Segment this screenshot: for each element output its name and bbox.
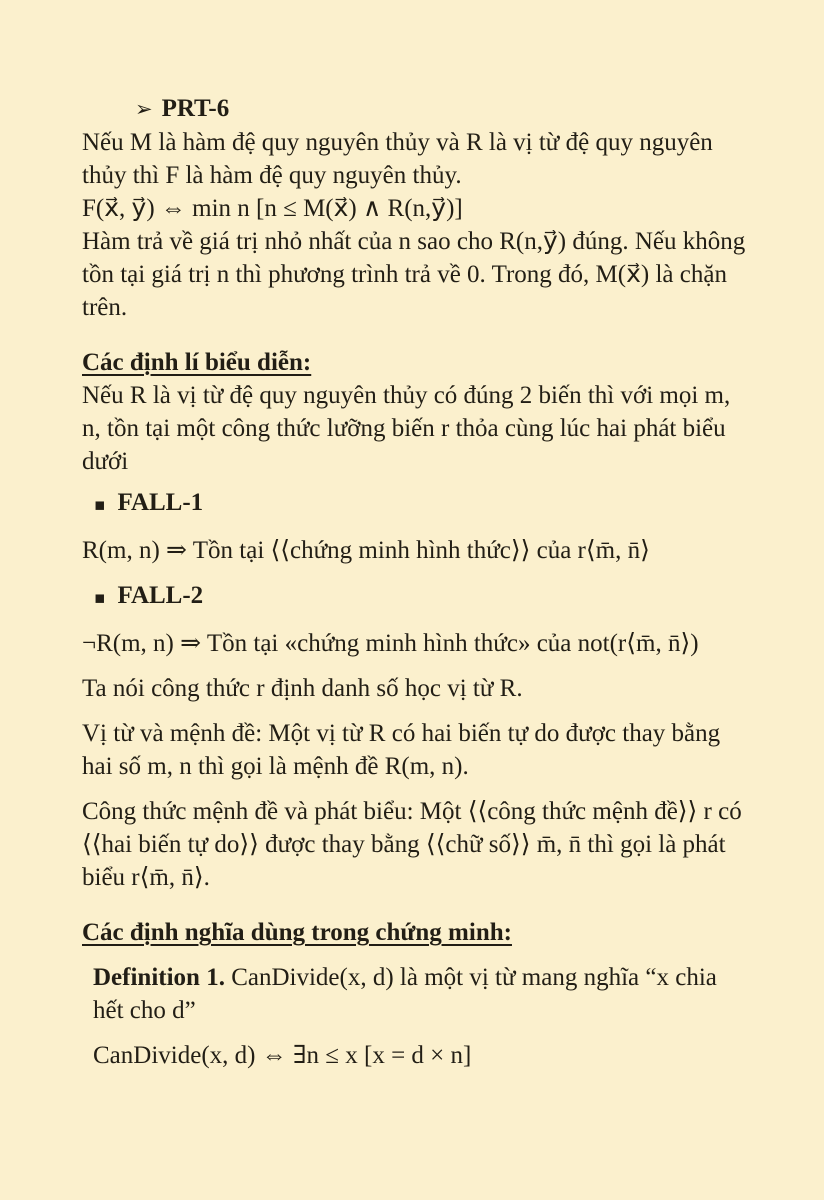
- document-content: [82, 92, 752, 1072]
- body-paragraph: Nếu R là vị từ đệ quy nguyên thủy có đúng 2 biến thì với mọi m, n, tồn tại một công thức lưỡng biến r thỏa cùng lúc hai phát biểu dưới: [82, 382, 731, 475]
- body-paragraph: Hàm trả về giá trị nhỏ nhất của n sao cho R(n,y⃗) đúng. Nếu không tồn tại giá trị n thì phương trình trả về 0. Trong đó, M(x⃗) là chặn trên.: [82, 228, 746, 321]
- formula-paragraph: ¬R(m, n) ⇒ Tồn tại «chứng minh hình thức» của not(r⟨m̄, n̄⟩): [82, 630, 699, 657]
- square-bullet-icon: ▪: [94, 495, 106, 515]
- formula-paragraph: CanDivide(x, d) ⇔ ∃n ≤ x [x = d × n]: [93, 1042, 472, 1069]
- square-bullet-icon: ▪: [94, 588, 106, 608]
- section-heading: [82, 92, 752, 126]
- bullet-item-label: FALL-2: [117, 582, 204, 609]
- formula-paragraph: F(x⃗, y⃗) ⇔ min n [n ≤ M(x⃗) ∧ R(n,y⃗)]: [82, 195, 463, 222]
- section-heading-label: PRT-6: [161, 95, 230, 122]
- underlined-heading: Các định nghĩa dùng trong chứng minh:: [82, 919, 512, 946]
- underlined-heading: Các định lí biểu diễn:: [82, 349, 312, 376]
- body-paragraph: Nếu M là hàm đệ quy nguyên thủy và R là vị từ đệ quy nguyên thủy thì F là hàm đệ quy nguyên thủy.: [82, 129, 713, 189]
- bullet-item-label: FALL-1: [117, 489, 204, 516]
- definition-text: CanDivide(x, d) là một vị từ mang nghĩa “x chia hết cho d”: [93, 964, 717, 1024]
- body-paragraph: Vị từ và mệnh đề: Một vị từ R có hai biến tự do được thay bằng hai số m, n thì gọi là mệnh đề R(m, n).: [82, 720, 721, 780]
- bullet-list-item: [82, 486, 752, 522]
- arrow-bullet-icon: ➢: [135, 97, 153, 121]
- body-paragraph: Ta nói công thức r định danh số học vị từ R.: [82, 675, 523, 702]
- body-paragraph: Công thức mệnh đề và phát biểu: Một ⟨⟨công thức mệnh đề⟩⟩ r có ⟨⟨hai biến tự do⟩⟩ được thay bằng ⟨⟨chữ số⟩⟩ m̄, n̄ thì gọi là phát biểu r⟨m̄, n̄⟩.: [82, 798, 742, 891]
- formula-paragraph: R(m, n) ⇒ Tồn tại ⟨⟨chứng minh hình thức⟩⟩ của r⟨m̄, n̄⟩: [82, 537, 650, 564]
- body-paragraph: [82, 961, 752, 1027]
- definition-label: Definition 1.: [93, 964, 225, 991]
- bullet-list-item: [82, 579, 752, 615]
